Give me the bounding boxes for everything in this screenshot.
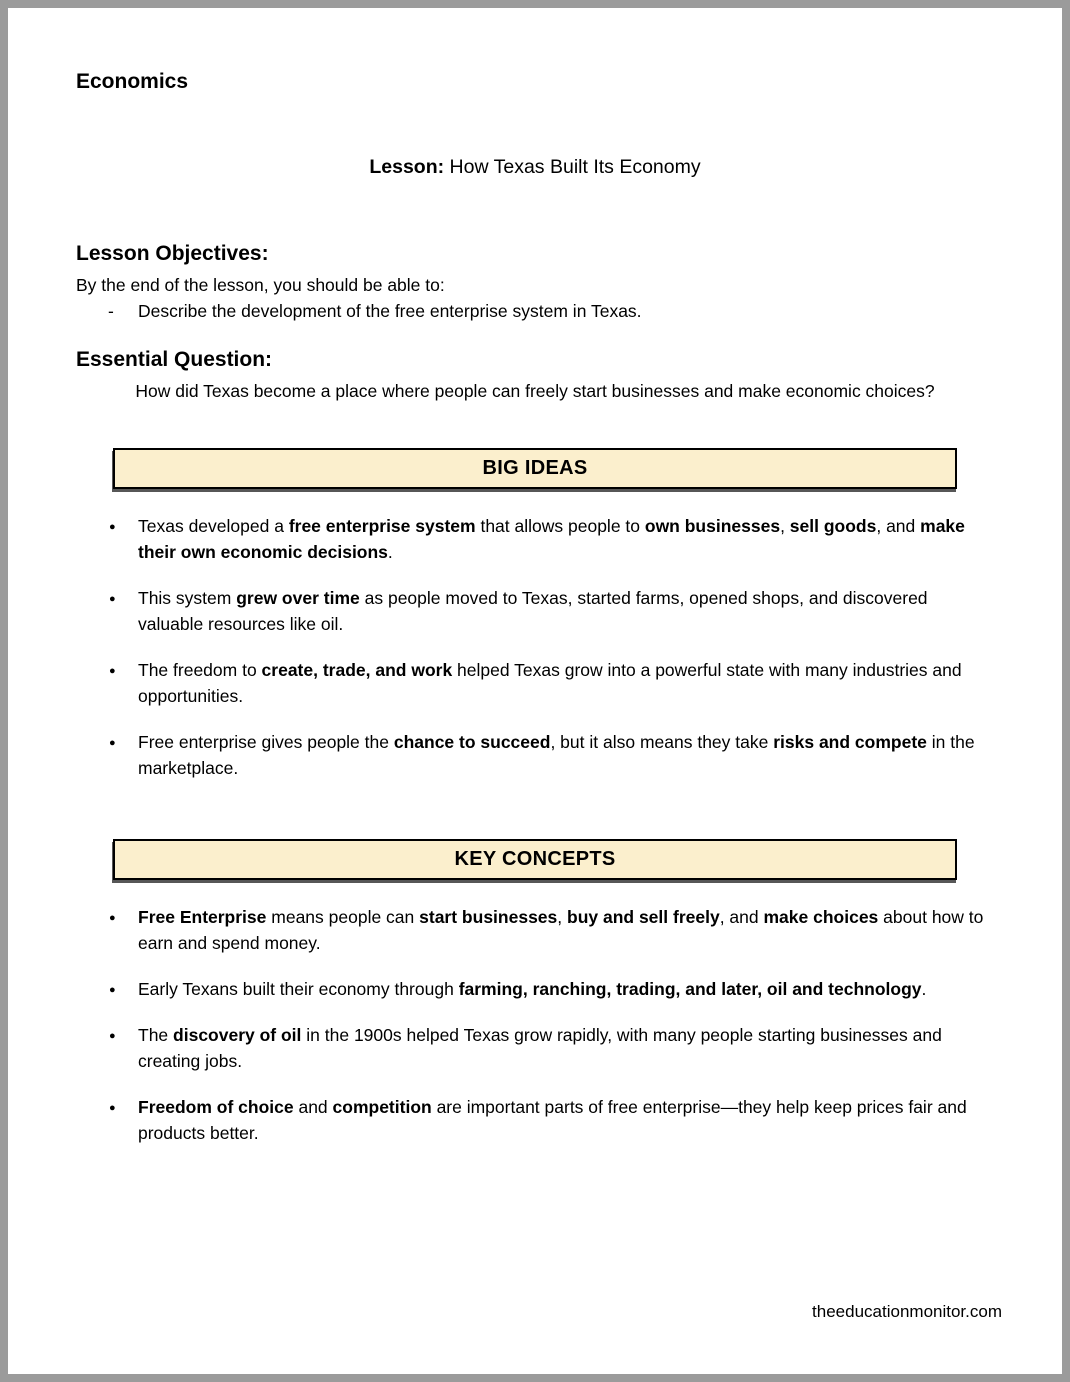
essential-question-section — [76, 348, 994, 404]
document-content — [8, 8, 1062, 1146]
footer-site-name: theeducationmonitor.com — [812, 1302, 1002, 1321]
bullet-item: ● The discovery of oil in the 1900s helped Texas grow rapidly, with many people starting businesses and creating jobs. — [76, 1022, 994, 1074]
lesson-objectives-intro: By the end of the lesson, you should be able to: — [76, 275, 445, 295]
course-heading: Economics — [76, 70, 189, 93]
lesson-title-text: How Texas Built Its Economy — [444, 156, 701, 178]
objective-item — [76, 298, 994, 324]
bullet-item: ● This system grew over time as people moved to Texas, started farms, opened shops, and discovered valuable resources like oil. — [76, 585, 994, 637]
big-ideas-bullet-list — [76, 513, 994, 781]
big-ideas-banner-label: BIG IDEAS — [482, 457, 588, 479]
section-key-concepts — [76, 839, 994, 1146]
bullet-item: ● Texas developed a free enterprise system that allows people to own businesses, sell goods, and make their own economic decisions. — [76, 513, 994, 565]
essential-question-heading: Essential Question: — [76, 348, 273, 371]
big-ideas-banner — [113, 448, 957, 489]
bullet-item: ● The freedom to create, trade, and work helped Texas grow into a powerful state with many industries and opportunities. — [76, 657, 994, 709]
section-big-ideas — [76, 448, 994, 781]
essential-question-text: How did Texas become a place where people can freely start businesses and make economic choices? — [135, 381, 935, 401]
objective-text: Describe the development of the free enterprise system in Texas. — [138, 301, 642, 321]
key-concepts-banner — [113, 839, 957, 880]
key-concepts-bullet-list — [76, 904, 994, 1146]
bullet-item: ● Early Texans built their economy through farming, ranching, trading, and later, oil and technology. — [76, 976, 994, 1002]
bullet-item: ● Freedom of choice and competition are important parts of free enterprise—they help keep prices fair and products better. — [76, 1094, 994, 1146]
document-page — [8, 8, 1062, 1374]
lesson-title-label: Lesson: — [369, 156, 445, 178]
bullet-item: ● Free Enterprise means people can start businesses, buy and sell freely, and make choices about how to earn and spend money. — [76, 904, 994, 956]
key-concepts-banner-label: KEY CONCEPTS — [454, 848, 616, 870]
lesson-title — [76, 154, 994, 180]
lesson-objectives-list — [76, 298, 994, 324]
bullet-item: ● Free enterprise gives people the chance to succeed, but it also means they take risks and compete in the marketplace. — [76, 729, 994, 781]
lesson-objectives-section — [76, 242, 994, 324]
objective-dash: - — [108, 301, 114, 321]
lesson-objectives-heading: Lesson Objectives: — [76, 242, 269, 265]
